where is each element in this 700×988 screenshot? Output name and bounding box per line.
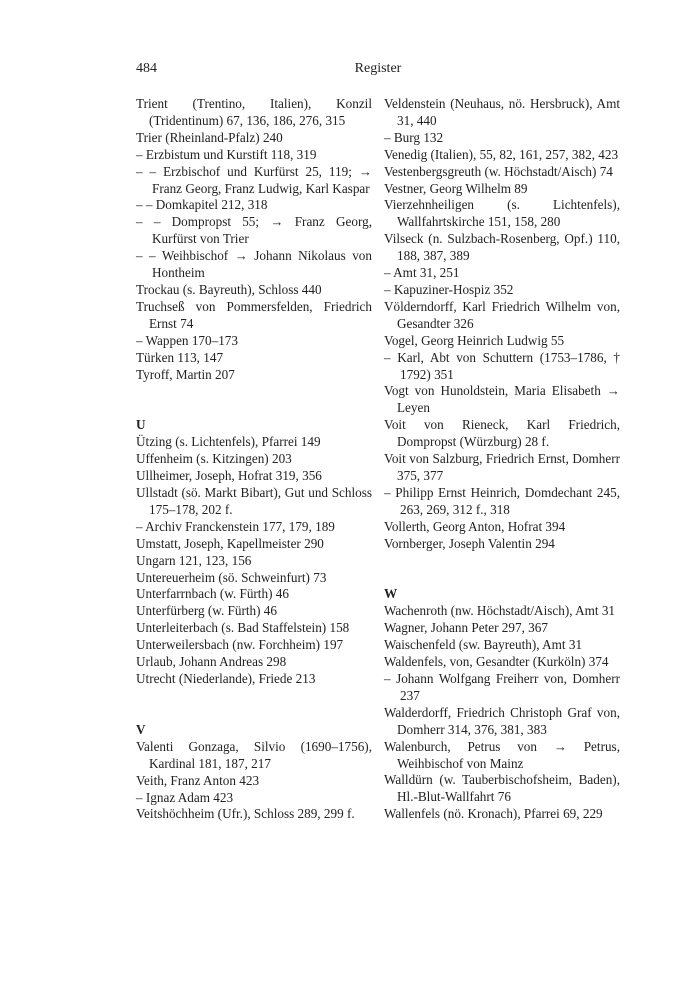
index-entry: Voit von Rieneck, Karl Friedrich, Dompropst (Würzburg) 28 f.: [384, 417, 620, 450]
index-entry: Unterfarrnbach (w. Fürth) 46: [136, 586, 289, 602]
index-entry: Unterleiterbach (s. Bad Staffelstein) 158: [136, 620, 350, 636]
index-subentry: – Archiv Franckenstein 177, 179, 189: [136, 518, 335, 534]
index-entry: Vestner, Georg Wilhelm 89: [384, 180, 528, 196]
running-title: Register: [354, 61, 402, 76]
index-entry: Walderdorff, Friedrich Christoph Graf von, Domherr 314, 376, 381, 383: [384, 704, 620, 737]
index-subentry: – Johann Wolfgang Freiherr von, Domherr 237: [384, 671, 620, 703]
index-entry: Umstatt, Joseph, Kapellmeister 290: [136, 535, 324, 551]
index-subentry: – Amt 31, 251: [384, 265, 460, 281]
index-entry: Vornberger, Joseph Valentin 294: [384, 535, 555, 551]
index-subentry: – – Weihbischof → Johann Nikolaus von Hontheim: [136, 248, 372, 281]
index-subentry: – Karl, Abt von Schuttern (1753–1786, † 1792) 351: [384, 349, 620, 382]
index-subentry: – Erzbistum und Kurstift 118, 319: [136, 146, 317, 162]
index-entry: Völderndorff, Karl Friedrich Wilhelm von, Gesandter 326: [384, 298, 620, 331]
index-entry: Ützing (s. Lichtenfels), Pfarrei 149: [136, 434, 321, 450]
index-entry: Vierzehnheiligen (s. Lichtenfels), Wallfahrtskirche 151, 158, 280: [384, 197, 620, 230]
index-entry: Trier (Rheinland-Pfalz) 240: [136, 129, 283, 145]
section-letter-heading: U: [136, 417, 146, 433]
index-entry: Unterfürberg (w. Fürth) 46: [136, 603, 277, 619]
index-entry: Untereuerheim (sö. Schweinfurt) 73: [136, 569, 327, 585]
index-entry: Venedig (Italien), 55, 82, 161, 257, 382, 423: [384, 146, 619, 162]
index-entry: Wallenfels (nö. Kronach), Pfarrei 69, 229: [384, 806, 603, 822]
index-entry: Vilseck (n. Sulzbach-Rosenberg, Opf.) 110, 188, 387, 389: [384, 231, 620, 264]
index-subentry: – Kapuziner-Hospiz 352: [384, 281, 514, 297]
index-entry: Vollerth, Georg Anton, Hofrat 394: [384, 518, 566, 534]
section-letter-heading: W: [384, 586, 398, 602]
index-entry: Walldürn (w. Tauberbischofsheim, Baden), Hl.-Blut-Wallfahrt 76: [384, 772, 620, 805]
index-entry: Türken 113, 147: [136, 349, 224, 365]
page-number: 484: [136, 61, 157, 76]
index-entry: Wagner, Johann Peter 297, 367: [384, 620, 548, 636]
index-subentry: – Ignaz Adam 423: [136, 789, 234, 805]
index-subentry: – – Dompropst 55; → Franz Georg, Kurfürst von Trier: [136, 214, 372, 247]
section-letter-heading: V: [136, 721, 146, 737]
index-column-right: [384, 96, 620, 823]
index-entry: Veitshöchheim (Ufr.), Schloss 289, 299 f.: [136, 806, 355, 822]
index-entry: Ungarn 121, 123, 156: [136, 552, 252, 568]
index-entry: Trient (Trentino, Italien), Konzil (Tridentinum) 67, 136, 186, 276, 315: [136, 96, 372, 128]
index-entry: Vogel, Georg Heinrich Ludwig 55: [384, 332, 565, 348]
index-entry: Vogt von Hunoldstein, Maria Elisabeth → Leyen: [384, 383, 620, 416]
index-subentry: – Wappen 170–173: [136, 332, 238, 348]
index-entry: Tyroff, Martin 207: [136, 366, 235, 382]
index-entry: Urlaub, Johann Andreas 298: [136, 654, 287, 670]
index-column-left: [136, 96, 372, 823]
index-entry: Wachenroth (nw. Höchstadt/Aisch), Amt 31: [384, 603, 616, 619]
index-entry: Voit von Salzburg, Friedrich Ernst, Domherr 375, 377: [384, 451, 620, 483]
index-subentry: – – Domkapitel 212, 318: [136, 197, 268, 213]
index-entry: Vestenbergsgreuth (w. Höchstadt/Aisch) 74: [384, 163, 613, 179]
index-subentry: – Burg 132: [384, 129, 444, 145]
index-entry: Waischenfeld (sw. Bayreuth), Amt 31: [384, 637, 583, 653]
index-entry: Unterweilersbach (nw. Forchheim) 197: [136, 637, 344, 653]
index-subentry: – – Erzbischof und Kurfürst 25, 119; → Franz Georg, Franz Ludwig, Karl Kaspar: [136, 163, 372, 196]
index-entry: Ullstadt (sö. Markt Bibart), Gut und Schloss 175–178, 202 f.: [136, 485, 372, 517]
index-entry: Utrecht (Niederlande), Friede 213: [136, 671, 316, 686]
index-entry: Truchseß von Pommersfelden, Friedrich Ernst 74: [136, 298, 372, 331]
index-entry: Walenburch, Petrus von → Petrus, Weihbischof von Mainz: [384, 738, 620, 771]
page-header: [136, 61, 620, 81]
index-entry: Veith, Franz Anton 423: [136, 772, 260, 788]
index-entry: Valenti Gonzaga, Silvio (1690–1756), Kardinal 181, 187, 217: [136, 738, 372, 771]
index-entry: Uffenheim (s. Kitzingen) 203: [136, 451, 292, 467]
index-entry: Waldenfels, von, Gesandter (Kurköln) 374: [384, 654, 609, 670]
index-entry: Ullheimer, Joseph, Hofrat 319, 356: [136, 468, 322, 484]
index-entry: Trockau (s. Bayreuth), Schloss 440: [136, 281, 322, 297]
index-subentry: – Philipp Ernst Heinrich, Domdechant 245, 263, 269, 312 f., 318: [384, 484, 620, 517]
index-entry: Veldenstein (Neuhaus, nö. Hersbruck), Amt 31, 440: [384, 96, 620, 128]
